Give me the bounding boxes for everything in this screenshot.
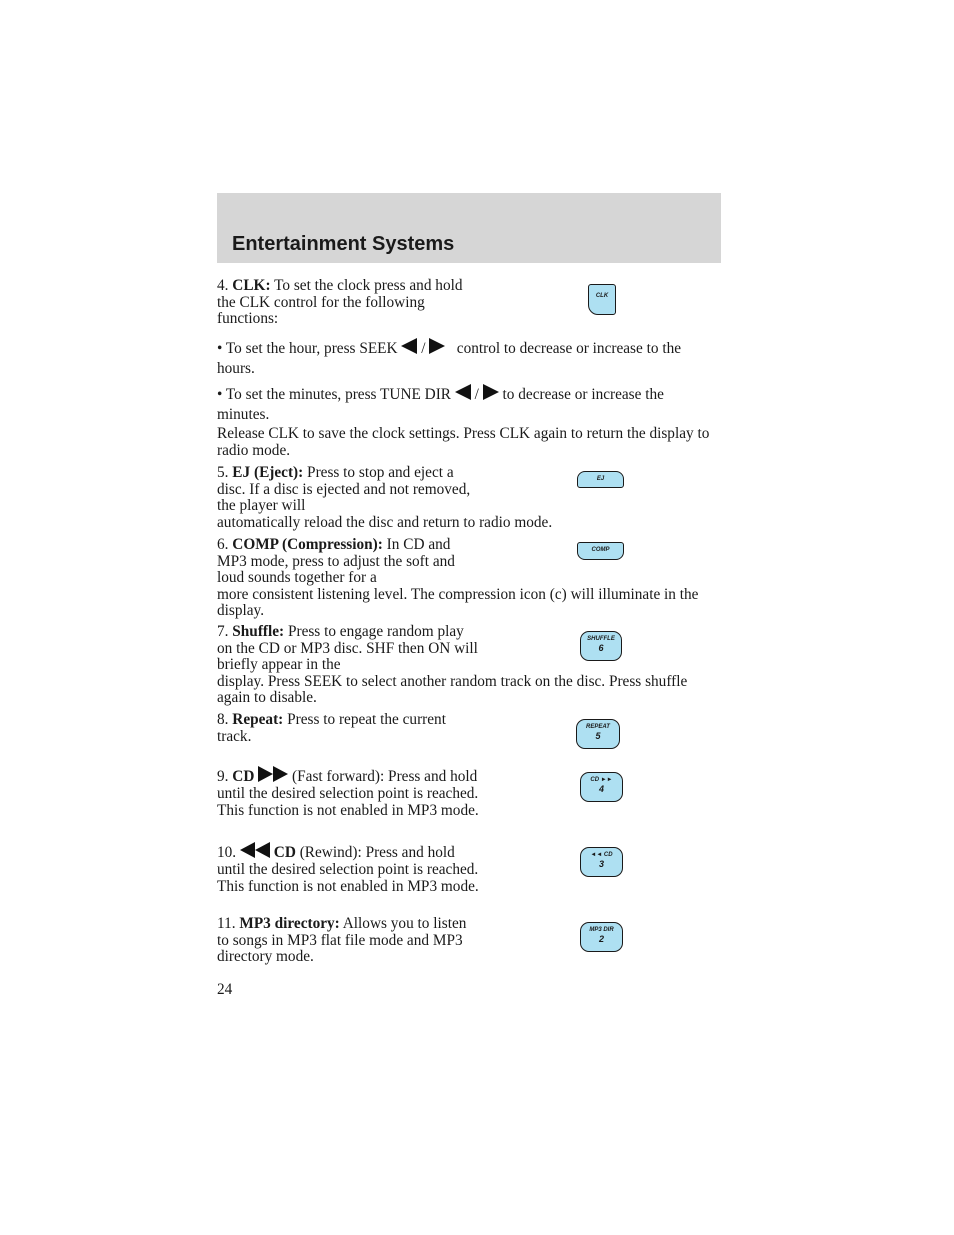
item-text: To set the clock press and hold the CLK control for the following functions:	[217, 277, 463, 327]
button-label: CD ►►	[590, 777, 613, 783]
item-text: (Fast forward): Press and hold until the desired selection point is reached. This function is not enabled in MP3 mode.	[217, 768, 479, 819]
button-number: 3	[598, 859, 604, 869]
item-label: Shuffle:	[232, 623, 285, 640]
cd-ff-button-illustration	[580, 772, 623, 802]
rew-paragraph	[217, 842, 479, 895]
item-label: COMP (Compression):	[232, 536, 383, 553]
button-label: CLK	[595, 293, 609, 299]
button-label: EJ	[596, 476, 605, 482]
comp-text-b: more consistent listening level. The compression icon (c) will illuminate in the display.	[217, 585, 699, 619]
item-number: 7.	[217, 623, 233, 640]
ej-button-illustration	[577, 471, 624, 488]
clk-paragraph	[217, 278, 479, 328]
item-label: CD	[273, 844, 296, 861]
bullet-text: • To set the minutes, press TUNE DIR	[217, 386, 455, 403]
bullet-text: to decrease or increase the minutes.	[217, 386, 664, 423]
mp3dir-button-illustration	[580, 922, 623, 952]
clk-button-illustration	[588, 284, 616, 315]
repeat-paragraph	[217, 712, 479, 745]
rewind-icon	[240, 842, 255, 858]
button-number: 6	[598, 643, 604, 653]
item-label: EJ (Eject):	[232, 464, 304, 481]
button-number: 2	[598, 934, 604, 944]
item-number: 5.	[217, 464, 233, 481]
shuffle-button-illustration	[580, 631, 622, 661]
shuffle-text-b: display. Press SEEK to select another random track on the disc. Press shuffle again to disable.	[217, 672, 688, 706]
tune-left-icon	[455, 384, 471, 400]
clk-release-paragraph: Release CLK to save the clock settings. Press CLK again to return the display to radio mode.	[217, 425, 710, 459]
clk-hour-bullet	[217, 338, 717, 379]
tune-right-icon	[483, 384, 499, 400]
button-label: COMP	[591, 547, 610, 553]
shuffle-paragraph	[217, 624, 717, 707]
button-label: REPEAT	[586, 724, 610, 730]
clk-minutes-bullet	[217, 384, 717, 425]
repeat-button-illustration	[576, 719, 620, 749]
item-text: Press to repeat the current track.	[217, 711, 446, 745]
fast-forward-icon	[273, 766, 288, 782]
item-number: 6.	[217, 536, 233, 553]
ej-text-a: Press to stop and eject a disc. If a disc is ejected and not removed, the player will	[217, 464, 471, 514]
shuffle-text-a: Press to engage random play on the CD or MP3 disc. SHF then ON will briefly appear in the	[217, 623, 478, 673]
ff-paragraph	[217, 766, 479, 819]
item-number: 11.	[217, 915, 240, 932]
item-number: 9.	[217, 768, 233, 785]
item-label: CD	[232, 768, 255, 785]
ej-text-b: automatically reload the disc and return to radio mode.	[217, 513, 553, 531]
comp-button-illustration	[577, 542, 624, 560]
bullet-text: control to decrease or increase to the hours.	[217, 340, 682, 377]
button-label: SHUFFLE	[587, 636, 615, 642]
seek-left-icon	[401, 338, 417, 354]
item-label: Repeat:	[232, 711, 284, 728]
header-band	[217, 193, 721, 263]
ej-paragraph	[217, 465, 717, 531]
bullet-text: • To set the hour, press SEEK	[217, 340, 402, 357]
button-label: MP3 DIR	[589, 927, 614, 933]
button-number: 4	[598, 784, 604, 794]
rewind-icon	[255, 842, 270, 858]
comp-paragraph	[217, 537, 717, 620]
button-number: 5	[595, 731, 601, 741]
item-label: MP3 directory:	[239, 915, 340, 932]
page-title: Entertainment Systems	[232, 233, 455, 255]
slash-text: /	[474, 386, 479, 403]
page-number: 24	[217, 981, 233, 998]
item-number: 4.	[217, 277, 233, 294]
item-number: 10.	[217, 844, 240, 861]
item-number: 8.	[217, 711, 233, 728]
cd-rew-button-illustration	[580, 847, 623, 877]
slash-text: /	[421, 340, 426, 357]
item-label: CLK:	[232, 277, 271, 294]
comp-text-a: In CD and MP3 mode, press to adjust the soft and loud sounds together for a	[217, 536, 455, 586]
mp3dir-paragraph	[217, 916, 479, 966]
fast-forward-icon	[258, 766, 273, 782]
item-text: (Rewind): Press and hold until the desired selection point is reached. This function is not enabled in MP3 mode.	[217, 844, 479, 895]
button-label: ◄◄ CD	[590, 852, 613, 858]
seek-right-icon	[429, 338, 445, 354]
item-text: Allows you to listen to songs in MP3 flat file mode and MP3 directory mode.	[217, 915, 467, 965]
